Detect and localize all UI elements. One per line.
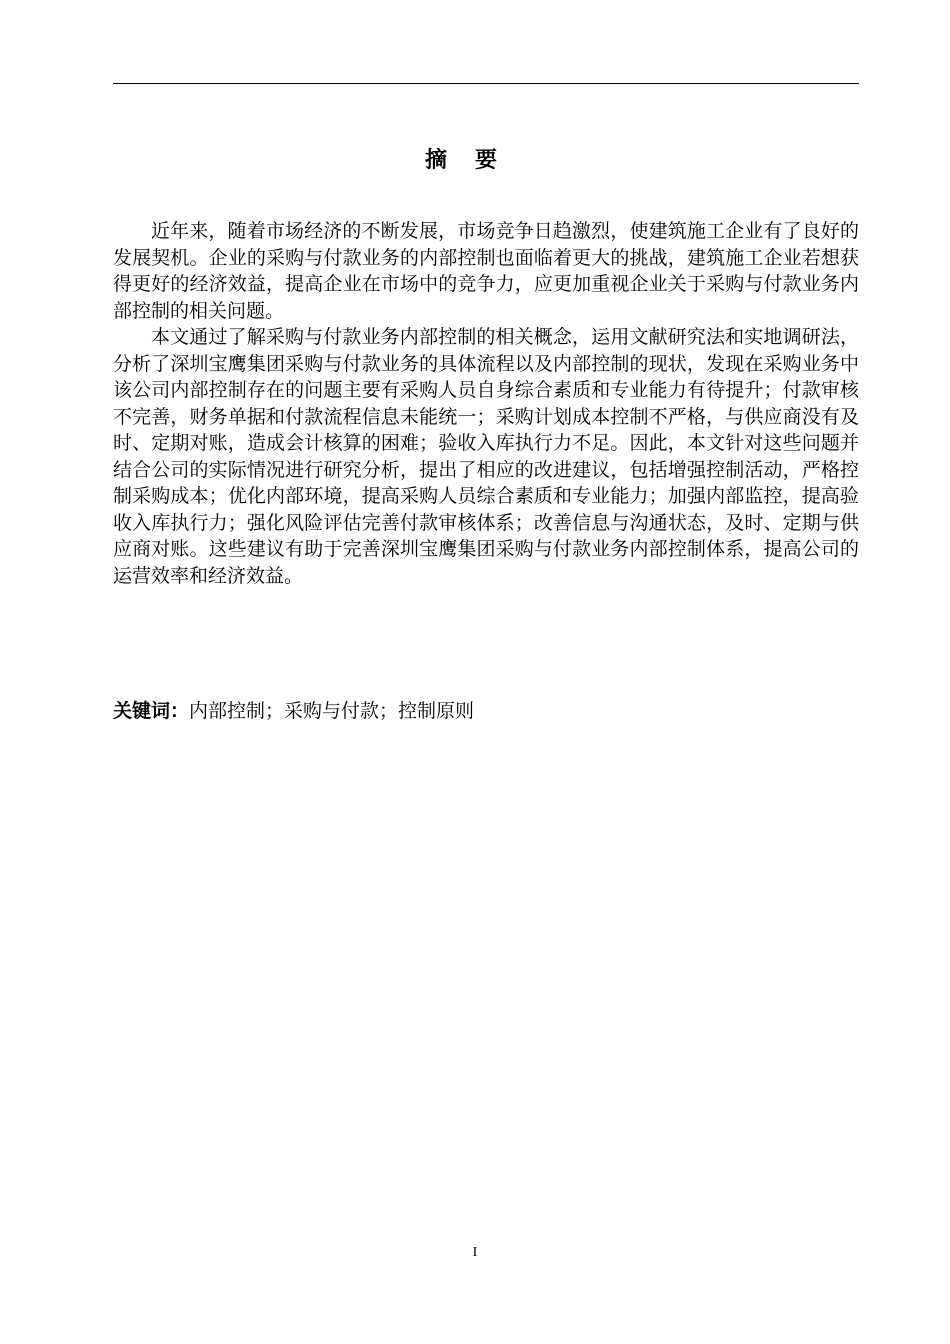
abstract-paragraph-2: 本文通过了解采购与付款业务内部控制的相关概念，运用文献研究法和实地调研法，分析了深圳宝鹰集团采购与付款业务的具体流程以及内部控制的现状，发现在采购业务中该公司内部控制存在的问题主要有采购人员自身综合素质和专业能力有待提升；付款审核不完善，财务单据和付款流程信息未能统一；采购计划成本控制不严格，与供应商没有及时、定期对账，造成会计核算的困难；验收入库执行力不足。因此，本文针对这些问题并结合公司的实际情况进行研究分析，提出了相应的改进建议，包括增强控制活动，严格控制采购成本；优化内部环境，提高采购人员综合素质和专业能力；加强内部监控，提高验收入库执行力；强化风险评估完善付款审核体系；改善信息与沟通状态，及时、定期与供应商对账。这些建议有助于完善深圳宝鹰集团采购与付款业务内部控制体系，提高公司的运营效率和经济效益。 xyxy=(113,326,859,587)
abstract-body xyxy=(113,218,859,589)
abstract-title: 摘要 xyxy=(424,148,525,173)
keywords-line xyxy=(113,698,859,724)
page-number: I xyxy=(472,1245,478,1260)
header-rule xyxy=(113,83,859,84)
keywords-label: 关键词： xyxy=(113,700,190,722)
abstract-paragraph-1: 近年来，随着市场经济的不断发展，市场竞争日趋激烈，使建筑施工企业有了良好的发展契机。企业的采购与付款业务的内部控制也面临着更大的挑战，建筑施工企业若想获得更好的经济效益，提高企业在市场中的竞争力，应更加重视企业关于采购与付款业务内部控制的相关问题。 xyxy=(113,220,859,322)
keywords-value: 内部控制；采购与付款；控制原则 xyxy=(189,700,475,722)
